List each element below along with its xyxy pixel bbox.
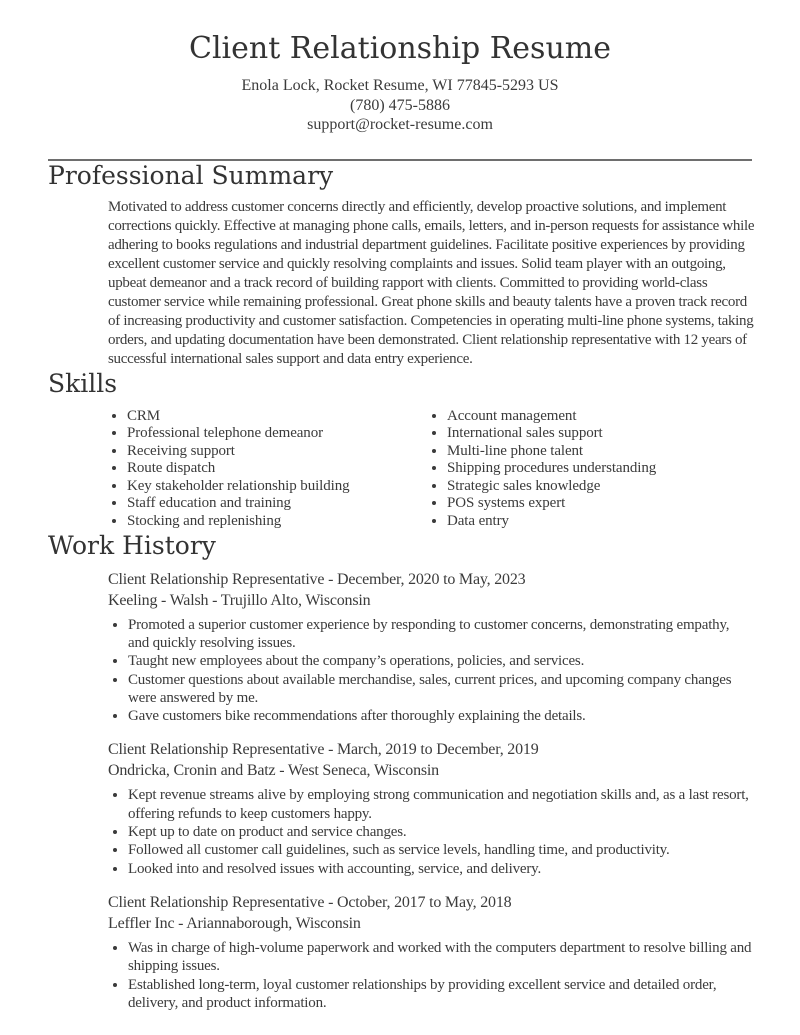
skill-item: • Key stakeholder relationship building bbox=[127, 478, 428, 496]
job-bullets bbox=[108, 786, 752, 877]
skill-item: • Multi-line phone talent bbox=[447, 443, 656, 461]
skill-item: • CRM bbox=[127, 408, 428, 426]
skill-item: • Data entry bbox=[447, 513, 656, 531]
job-bullet: • Established long-term, loyal customer relationships by providing excellent service and detailed order, delivery, and product information. bbox=[128, 976, 752, 1013]
job-bullet: • Looked into and resolved issues with accounting, service, and delivery. bbox=[128, 860, 752, 878]
skill-item: • Receiving support bbox=[127, 443, 428, 461]
summary-heading: Professional Summary bbox=[48, 160, 334, 190]
skill-item: • Stocking and replenishing bbox=[127, 513, 428, 531]
job-title: Client Relationship Representative - December, 2020 to May, 2023 bbox=[108, 570, 526, 588]
job-bullet: • Taught new employees about the company’s operations, policies, and services. bbox=[128, 652, 752, 670]
job-entry bbox=[108, 739, 752, 877]
job-bullet: • Promoted a superior customer experience by responding to customer concerns, demonstrating empathy, and quickly resolving issues. bbox=[128, 616, 752, 653]
resume-header bbox=[48, 32, 752, 135]
contact-email: support@rocket-resume.com bbox=[307, 116, 493, 133]
section-work-history bbox=[48, 531, 752, 1012]
skill-item: • Shipping procedures understanding bbox=[447, 460, 656, 478]
job-entry bbox=[108, 892, 752, 1012]
work-history-heading: Work History bbox=[48, 530, 216, 560]
contact-address: Enola Lock, Rocket Resume, WI 77845-5293 US bbox=[241, 77, 559, 94]
skill-item: • Account management bbox=[447, 408, 656, 426]
job-bullet: • Kept revenue streams alive by employing strong communication and negotiation skills and, as a last resort, offering refunds to keep customers happy. bbox=[128, 786, 752, 823]
job-bullet: • Was in charge of high-volume paperwork and worked with the computers department to resolve billing and shipping issues. bbox=[128, 939, 752, 976]
skills-columns bbox=[108, 408, 752, 531]
jobs-list bbox=[108, 569, 752, 1012]
resume-title: Client Relationship Resume bbox=[189, 31, 611, 66]
job-bullets bbox=[108, 616, 752, 726]
skill-item: • Strategic sales knowledge bbox=[447, 478, 656, 496]
job-entry bbox=[108, 569, 752, 726]
job-bullet: • Followed all customer call guidelines, such as service levels, handling time, and productivity. bbox=[128, 841, 752, 859]
job-bullet: • Kept up to date on product and service changes. bbox=[128, 823, 752, 841]
job-bullet: • Customer questions about available merchandise, sales, current prices, and upcoming company changes were answered by me. bbox=[128, 671, 752, 708]
job-bullet: • Gave customers bike recommendations after thoroughly explaining the details. bbox=[128, 707, 752, 725]
contact-phone: (780) 475-5886 bbox=[350, 96, 450, 114]
summary-text: Motivated to address customer concerns directly and efficiently, develop proactive solutions, and implement corrections quickly. Effective at managing phone calls, emails, letters, and in-person requests for assistance while adhering to books regulations and industrial department guidelines. Facilitate positive experiences by providing excellent customer service and quickly resolving complaints and issues. Solid team player with an outgoing, upbeat demeanor and a track record of building rapport with clients. Committed to providing world-class customer service while remaining professional. Great phone skills and beauty talents have a proven track record of increasing productivity and customer satisfaction. Competencies in operating multi-line phone systems, taking orders, and updating documentation have been demonstrated. Client relationship representative with 12 years of successful international sales support and data entry experience. bbox=[108, 198, 755, 367]
skill-item: • Route dispatch bbox=[127, 460, 428, 478]
section-professional-summary bbox=[48, 160, 755, 369]
skill-item: • Professional telephone demeanor bbox=[127, 425, 428, 443]
job-company: Keeling - Walsh - Trujillo Alto, Wisconsin bbox=[108, 591, 371, 609]
job-bullets bbox=[108, 939, 752, 1012]
skill-item: • POS systems expert bbox=[447, 495, 656, 513]
skills-column-1 bbox=[108, 408, 428, 531]
skills-heading: Skills bbox=[48, 368, 118, 398]
skills-column-2 bbox=[428, 408, 656, 531]
skill-item: • International sales support bbox=[447, 425, 656, 443]
section-skills bbox=[48, 369, 752, 531]
contact-block bbox=[48, 76, 752, 135]
job-company: Ondricka, Cronin and Batz - West Seneca, Wisconsin bbox=[108, 762, 439, 780]
job-title: Client Relationship Representative - October, 2017 to May, 2018 bbox=[108, 893, 512, 911]
skill-item: • Staff education and training bbox=[127, 495, 428, 513]
job-company: Leffler Inc - Ariannaborough, Wisconsin bbox=[108, 914, 361, 932]
job-title: Client Relationship Representative - March, 2019 to December, 2019 bbox=[108, 741, 539, 759]
